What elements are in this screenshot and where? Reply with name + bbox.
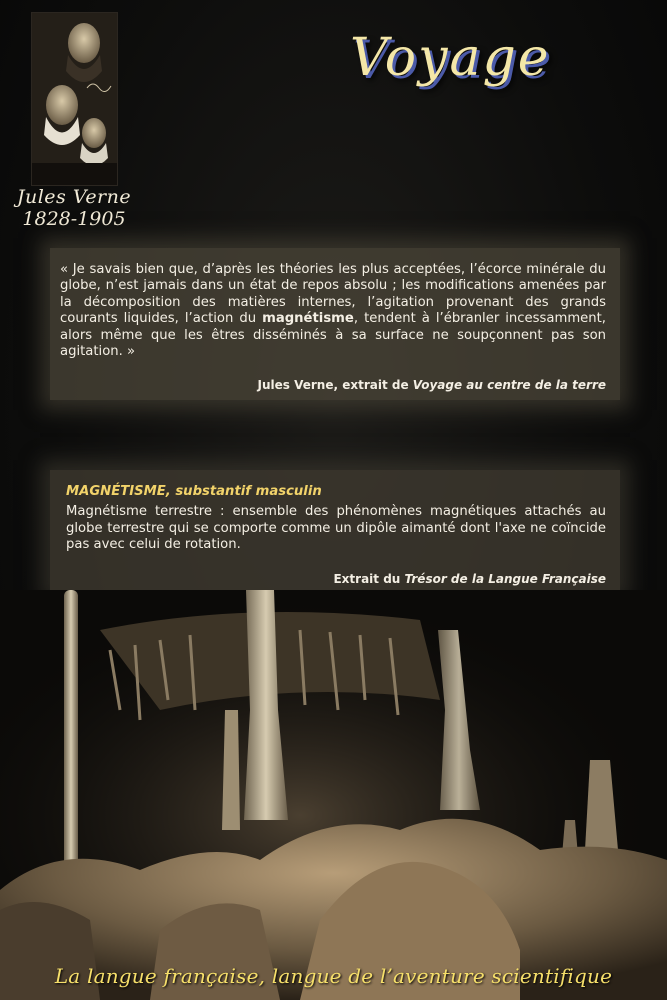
tagline: La langue française, langue de l’aventure scientifique: [54, 964, 613, 988]
definition-headword: MAGNÉTISME, substantif masculin: [66, 484, 322, 499]
quote-text-after: , tendent à l’ébranler incessamment, alors même que les êtres disséminés à sa surface ne soupçonnent pas son agitation. »: [60, 311, 606, 360]
definition-source-work: Trésor de la Langue Française: [404, 572, 606, 586]
jules-verne-portrait-image: [31, 12, 118, 186]
quote-keyword: magnétisme: [262, 311, 354, 327]
quote-text-before: « Je savais bien que, d’après les théories les plus acceptées, l’écorce minérale du globe, n’est jamais dans un état de repos absolu ; les modifications amenées par la décomposition des matières internes, l’agitation provenant des grands courants liquides, l’action du: [60, 262, 606, 327]
quote-source-work: Voyage au centre de la terre: [412, 378, 606, 392]
author-name: Jules Verne: [16, 186, 132, 208]
quote-text: [60, 262, 606, 360]
definition-source: [333, 572, 606, 586]
cave-photo-image: [0, 590, 667, 1000]
author-years: 1828-1905: [22, 208, 126, 230]
definition-body: Magnétisme terrestre : ensemble des phénomènes magnétiques attachés au globe terrestre qui se comporte comme un dipôle aimanté dont l'axe ne coïncide pas avec celui de rotation.: [66, 504, 606, 553]
quote-source: [258, 378, 606, 392]
quote-source-prefix: Jules Verne, extrait de: [257, 378, 413, 392]
definition-source-prefix: Extrait du: [333, 572, 405, 586]
page-title: Voyage: [350, 28, 551, 88]
